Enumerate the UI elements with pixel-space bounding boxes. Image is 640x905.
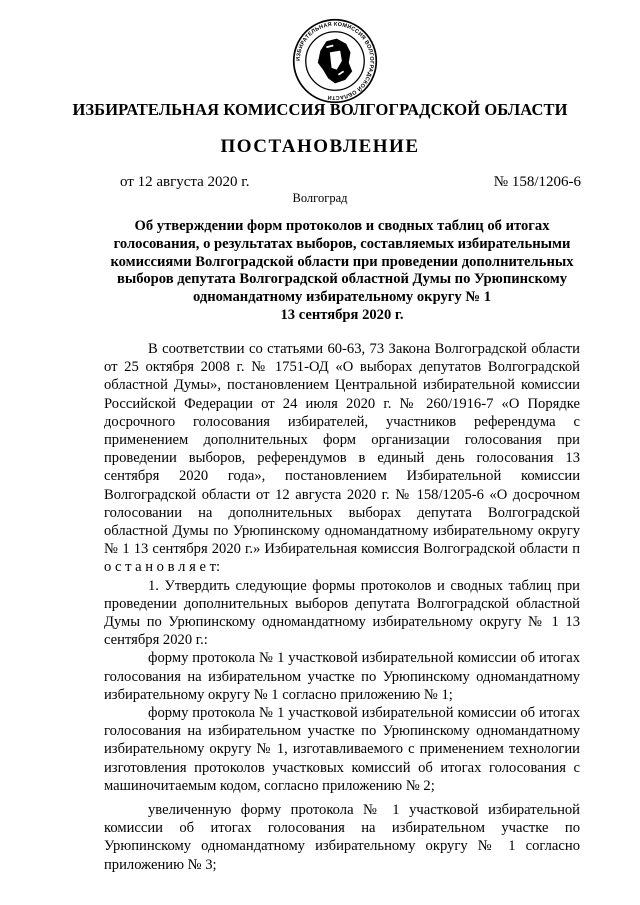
form-2-paragraph: форму протокола № 1 участковой избирательной комиссии об итогах голосования на избирательном участке по Урюпинскому одномандатному избирательному округу № 1, изготавливаемого с применением технологии изготовления протоколов участковых комиссий об итогах голосования с машиночитаемым кодом, согласно приложению № 2; [104, 705, 580, 794]
subject-line: голосования, о результатах выборов, составляемых избирательными [113, 235, 571, 252]
document-body [104, 340, 580, 874]
form-1-paragraph: форму протокола № 1 участковой избирательной комиссии об итогах голосования на избирательном участке по Урюпинскому одномандатному избирательному округу № 1 согласно приложению № 1; [104, 650, 580, 703]
preamble-text: В соответствии со статьями 60-63, 73 Закона Волгоградской области от 25 октября 2008 г. № 1751-ОД «О выборах депутатов Волгоградской областной Думы», постановлением Центральной избирательной комиссии Российской Федерации от 24 июля 2020 г. № 260/1916-7 «О Порядке досрочного голосования избирателей, участников референдума с применением дополнительных форм организации голосования при проведении выборов, референдумов в единый день голосования 13 сентября 2020 года», постановлением Избирательной комиссии Волгоградской области от 12 августа 2020 г. № 158/1205-6 «О досрочном голосовании на дополнительных выборах депутата Волгоградской областной Думы по Урюпинскому одномандатному избирательному округу № 1 13 сентября 2020 г.» Избирательная комиссия Волгоградской области [104, 341, 580, 558]
subject-line: комиссиями Волгоградской области при проведении дополнительных [110, 253, 574, 270]
preamble-paragraph [104, 340, 580, 577]
document-number: № 158/1206-6 [493, 174, 581, 190]
document-type: ПОСТАНОВЛЕНИЕ [220, 136, 420, 157]
subject-line: одномандатному избирательному округу № 1 [192, 289, 491, 306]
document-date: от 12 августа 2020 г. [120, 174, 250, 190]
svg-text:ИЗБИРАТЕЛЬНАЯ КОМИССИЯ ВОЛГОГР: ИЗБИРАТЕЛЬНАЯ КОМИССИЯ ВОЛГОГРАДСКОЙ ОБЛАСТИ [295, 21, 375, 101]
subject-line: выборов депутата Волгоградской областной Думы по Урюпинскому [117, 271, 567, 288]
regional-emblem-icon [292, 18, 378, 104]
organization-name: ИЗБИРАТЕЛЬНАЯ КОМИССИЯ ВОЛГОГРАДСКОЙ ОБЛАСТИ [72, 100, 568, 119]
item-1-paragraph: 1. Утвердить следующие формы протоколов и сводных таблиц при проведении дополнительных выборов депутата Волгоградской областной Думы по Урюпинскому одномандатному избирательному округу № 1 13 сентября 2020 г.: [104, 577, 580, 649]
subject-line: 13 сентября 2020 г. [280, 306, 404, 323]
form-3-paragraph: увеличенную форму протокола № 1 участковой избирательной комиссии об итогах голосования на избирательном участке по Урюпинскому одномандатному избирательному округу № 1 согласно приложению № 3; [104, 802, 580, 873]
subject-line: Об утверждении форм протоколов и сводных таблиц об итогах [134, 218, 550, 234]
decides-word: п о с т а н о в л я е т: [104, 541, 580, 576]
document-city: Волгоград [292, 191, 348, 205]
document-subject [104, 218, 580, 325]
